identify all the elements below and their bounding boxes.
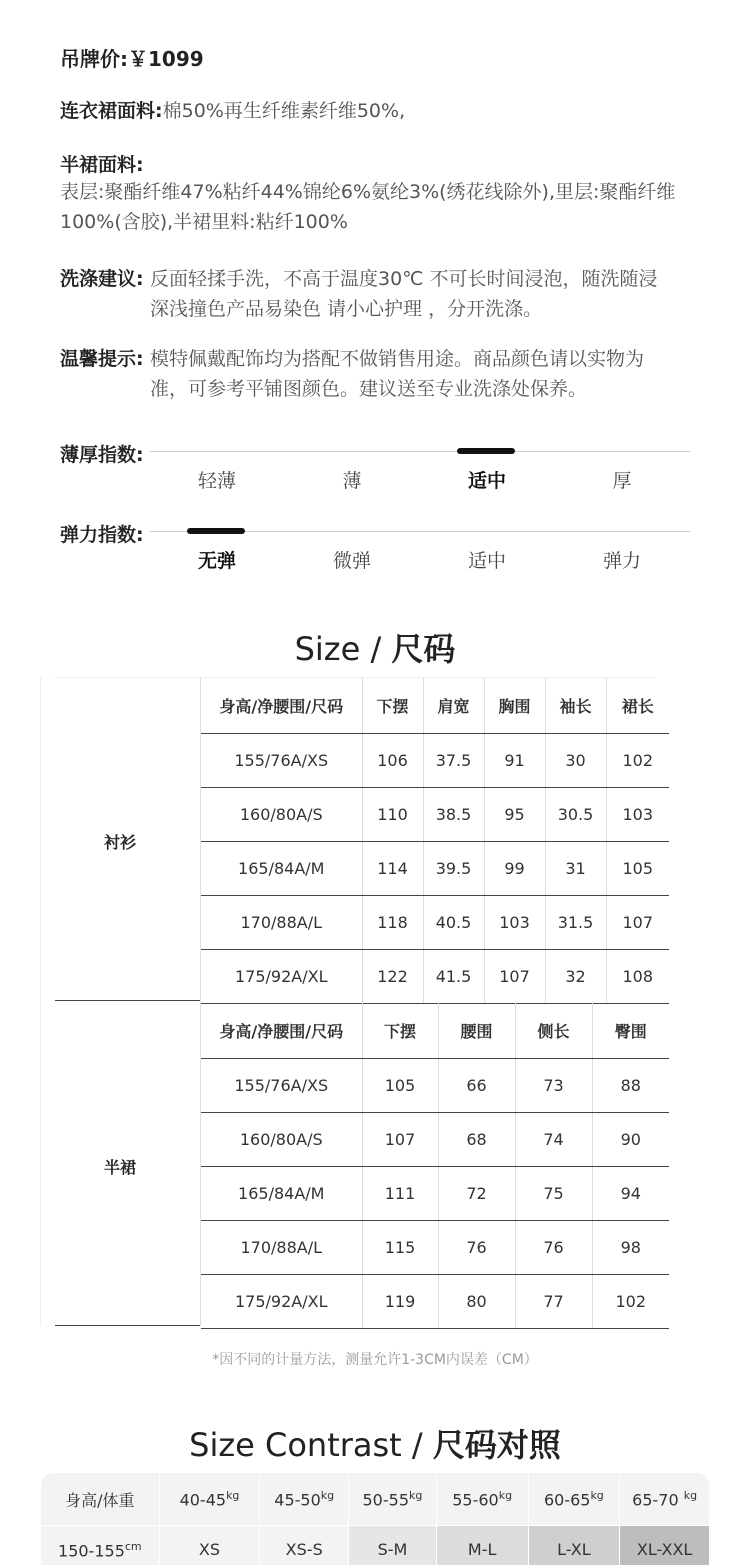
skirt-fabric: [60, 150, 700, 237]
height-cell: $150-155^{cm}$: [41, 1526, 159, 1565]
shirt-group-label: 衬衫: [103, 833, 136, 852]
elasticity-option-3: 弹力: [602, 550, 641, 572]
thickness-label: 薄厚指数:: [60, 444, 144, 466]
table-row: [201, 1167, 669, 1221]
size-cell: M-L: [437, 1526, 528, 1565]
skirt-size-table: [201, 1003, 669, 1329]
table-cell: 155/76A/XS: [201, 734, 362, 788]
table-cell: 155/76A/XS: [201, 1059, 362, 1113]
table-cell: 98: [592, 1221, 669, 1275]
table-cell: 102: [606, 734, 669, 788]
size-cell: XS: [160, 1526, 260, 1565]
thickness-option-1: 薄: [342, 470, 362, 492]
table-cell: 30: [545, 734, 606, 788]
table-cell: 91: [484, 734, 545, 788]
size-cell: L-XL: [529, 1526, 620, 1565]
dress-fabric-label: 连衣裙面料:: [60, 100, 163, 122]
table-cell: 80: [438, 1275, 515, 1329]
table-row: [201, 1059, 669, 1113]
wash-line2: 深浅撞色产品易染色 请小心护理 ，分开洗涤。: [150, 298, 543, 320]
thickness-option-0: 轻薄: [197, 470, 236, 492]
table-cell: 122: [362, 950, 423, 1004]
table-cell: 175/92A/XL: [201, 950, 362, 1004]
contrast-corner: 身高/体重: [41, 1473, 159, 1525]
table-cell: 38.5: [423, 788, 484, 842]
table-cell: 165/84A/M: [201, 842, 362, 896]
table-cell: 107: [606, 896, 669, 950]
table-header-cell: 下摆: [362, 1003, 438, 1059]
table-cell: 39.5: [423, 842, 484, 896]
measurement-note: *因不同的计量方法，测量允许1-3CM内误差（CM）: [212, 1352, 538, 1368]
table-cell: 99: [484, 842, 545, 896]
thickness-option-3: 厚: [612, 470, 632, 492]
table-cell: 31: [545, 842, 606, 896]
elasticity-indicator: [187, 528, 245, 534]
table-cell: 41.5: [423, 950, 484, 1004]
table-row: [201, 788, 669, 842]
table-header-cell: 身高/净腰围/尺码: [201, 678, 362, 734]
weight-cell: $50-55^{kg}$: [349, 1473, 436, 1525]
table-row: [201, 896, 669, 950]
table-cell: 119: [362, 1275, 438, 1329]
size-cell: XS-S: [260, 1526, 348, 1565]
table-cell: 118: [362, 896, 423, 950]
table-row: [201, 1221, 669, 1275]
table-cell: 37.5: [423, 734, 484, 788]
weight-cell: $55-60^{kg}$: [437, 1473, 528, 1525]
table-row: [201, 842, 669, 896]
table-header-cell: 侧长: [515, 1003, 592, 1059]
table-cell: 175/92A/XL: [201, 1275, 362, 1329]
table-cell: 165/84A/M: [201, 1167, 362, 1221]
table-row: [201, 1275, 669, 1329]
elasticity-option-2: 适中: [467, 550, 506, 572]
weight-cell: $45-50^{kg}$: [260, 1473, 348, 1525]
table-cell: 114: [362, 842, 423, 896]
table-cell: 74: [515, 1113, 592, 1167]
thickness-indicator: [457, 448, 515, 454]
table-cell: 103: [484, 896, 545, 950]
weight-cell: 65-70 $^{kg}$: [620, 1473, 709, 1525]
table-cell: 77: [515, 1275, 592, 1329]
table-header-cell: 身高/净腰围/尺码: [201, 1003, 362, 1059]
table-cell: 40.5: [423, 896, 484, 950]
table-header-cell: 裙长: [606, 678, 669, 734]
table-header-row: [201, 678, 669, 734]
shirt-group-bottom: [55, 1000, 201, 1001]
table-cell: 95: [484, 788, 545, 842]
table-cell: 102: [592, 1275, 669, 1329]
table-cell: 160/80A/S: [201, 1113, 362, 1167]
table-cell: 107: [362, 1113, 438, 1167]
table-cell: 72: [438, 1167, 515, 1221]
table-cell: 170/88A/L: [201, 896, 362, 950]
table-header-cell: 胸围: [484, 678, 545, 734]
skirt-group-bottom: [55, 1325, 201, 1326]
table-cell: 73: [515, 1059, 592, 1113]
size-cell: XL-XXL: [620, 1526, 709, 1565]
skirt-fabric-line1: 表层:聚酯纤维47%粘纤44%锦纶6%氨纶3%(绣花线除外),里层:聚酯纤维: [60, 181, 676, 203]
wash-label: 洗涤建议:: [60, 268, 144, 290]
table-row: [201, 1113, 669, 1167]
wash-line1: 反面轻揉手洗，不高于温度30℃ 不可长时间浸泡，随洗随浸: [150, 268, 658, 290]
dress-fabric-value: 棉50%再生纤维素纤维50%,: [162, 100, 406, 122]
table-cell: 111: [362, 1167, 438, 1221]
table-cell: 110: [362, 788, 423, 842]
table-cell: 31.5: [545, 896, 606, 950]
contrast-title-en: Size Contrast /: [189, 1426, 433, 1464]
size-cell: S-M: [349, 1526, 436, 1565]
tag-price: 吊牌价:￥1099: [60, 47, 204, 71]
table-header-cell: 臀围: [592, 1003, 669, 1059]
table-cell: 160/80A/S: [201, 788, 362, 842]
table-cell: 76: [438, 1221, 515, 1275]
table-header-cell: 下摆: [362, 678, 423, 734]
table-header-cell: 肩宽: [423, 678, 484, 734]
skirt-fabric-label: 半裙面料:: [60, 154, 144, 176]
table-cell: 88: [592, 1059, 669, 1113]
skirt-group-label: 半裙: [103, 1158, 136, 1177]
table-header-row: [201, 1003, 669, 1059]
weight-cell: $40-45^{kg}$: [160, 1473, 260, 1525]
table-cell: 103: [606, 788, 669, 842]
table-cell: 30.5: [545, 788, 606, 842]
contrast-header-row: [41, 1473, 709, 1525]
table-row: [201, 950, 669, 1004]
size-title-en: Size /: [294, 630, 392, 668]
table-row: [201, 734, 669, 788]
table-cell: 106: [362, 734, 423, 788]
table-cell: 32: [545, 950, 606, 1004]
tip-line2: 准，可参考平铺图颜色。建议送至专业洗涤处保养。: [150, 378, 588, 400]
table-header-cell: 袖长: [545, 678, 606, 734]
table-cell: 105: [362, 1059, 438, 1113]
thickness-option-2: 适中: [467, 470, 506, 492]
thickness-scale-line: [150, 451, 690, 452]
tip-line1: 模特佩戴配饰均为搭配不做销售用途。商品颜色请以实物为: [150, 348, 645, 370]
elasticity-option-1: 微弹: [332, 550, 371, 572]
table-cell: 68: [438, 1113, 515, 1167]
table-cell: 170/88A/L: [201, 1221, 362, 1275]
elasticity-label: 弹力指数:: [60, 524, 144, 546]
contrast-title: [0, 1420, 750, 1466]
table-cell: 66: [438, 1059, 515, 1113]
table-cell: 75: [515, 1167, 592, 1221]
size-title: [0, 624, 750, 670]
shirt-size-table: [201, 678, 669, 1004]
table-header-cell: 腰围: [438, 1003, 515, 1059]
table-cell: 90: [592, 1113, 669, 1167]
table-cell: 115: [362, 1221, 438, 1275]
size-contrast-table: [40, 1472, 710, 1566]
table-cell: 108: [606, 950, 669, 1004]
table-cell: 107: [484, 950, 545, 1004]
weight-cell: $60-65^{kg}$: [529, 1473, 620, 1525]
tip-label: 温馨提示:: [60, 348, 144, 370]
table-cell: 94: [592, 1167, 669, 1221]
table-cell: 76: [515, 1221, 592, 1275]
table-cell: 105: [606, 842, 669, 896]
dress-fabric: [60, 96, 700, 126]
contrast-title-cn: 尺码对照: [432, 1426, 561, 1464]
elasticity-option-0: 无弹: [197, 550, 236, 572]
size-title-cn: 尺码: [391, 630, 456, 668]
skirt-fabric-line2: 100%(含胶),半裙里料:粘纤100%: [60, 211, 348, 233]
